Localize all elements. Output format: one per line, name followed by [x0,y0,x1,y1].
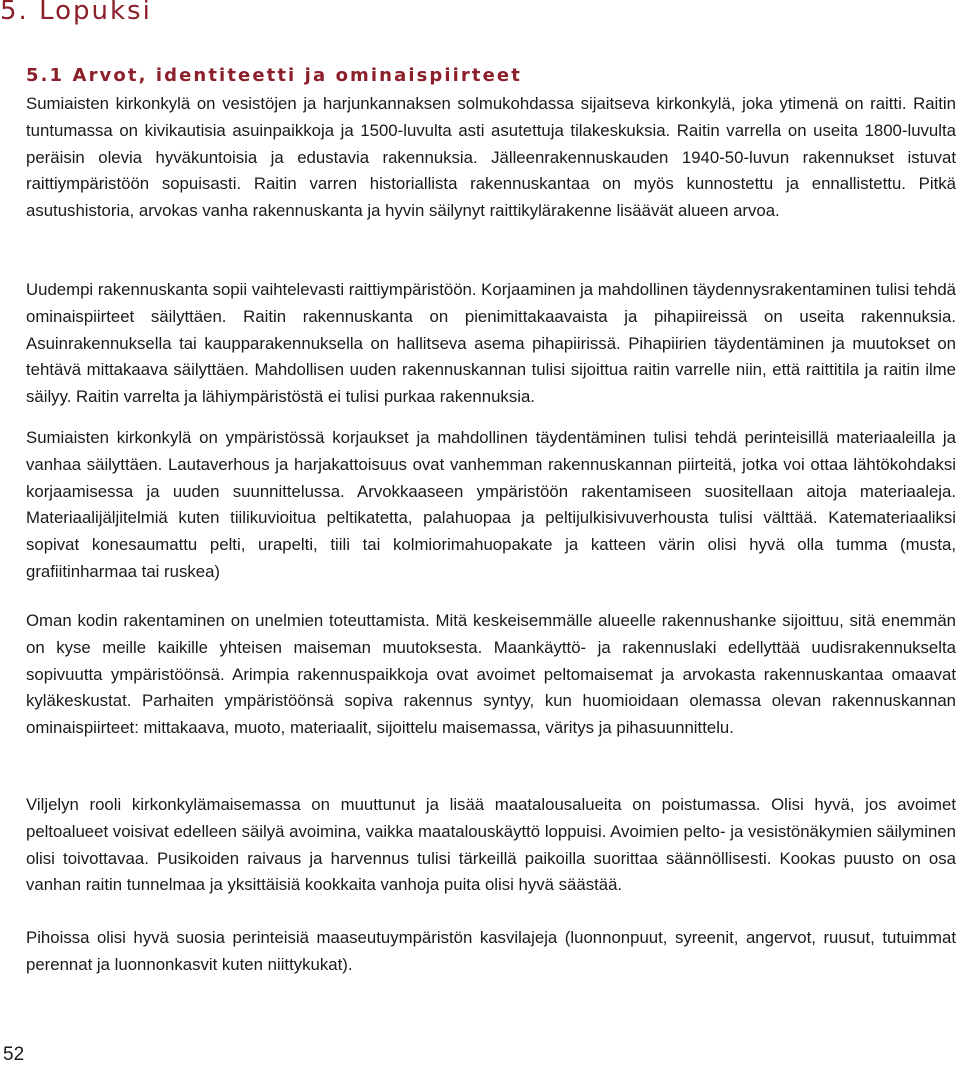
paragraph-4: Oman kodin rakentaminen on unelmien toteuttamista. Mitä keskeisemmälle alueelle rakennushanke sijoittuu, sitä enemmän on kyse meille kaikille yhteisen maiseman muutoksesta. Maankäyttö- ja rakennuslaki edellyttää uudisrakennukselta sopivuutta ympäristöönsä. Arimpia rakennuspaikkoja ovat avoimet peltomaisemat ja arvokasta rakennuskantaa omaavat kyläkeskustat. Parhaiten ympäristöönsä sopiva rakennus syntyy, kun huomioidaan olemassa olevan rakennuskannan ominaispiirteet: mittakaava, muoto, materiaalit, sijoittelu maisemassa, väritys ja pihasuunnittelu. [26,611,956,738]
chapter-heading: 5. Lopuksi [0,0,152,26]
section-heading: 5.1 Arvot, identiteetti ja ominaispiirteet [26,65,522,86]
page-number: 52 [3,1044,25,1065]
paragraph-3: Sumiaisten kirkonkylä on ympäristössä korjaukset ja mahdollinen täydentäminen tulisi tehdä perinteisillä materiaaleilla ja vanhaa säilyttäen. Lautaverhous ja harjakattoisuus ovat vanhemman rakennuskannan piirteitä, jotka voi ottaa lähtökohdaksi korjaamisessa ja uuden suunnittelussa. Arvokkaaseen ympäristöön rakentamiseen suositellaan aitoja materiaaleja. Materiaalijäljitelmiä kuten tiilikuvioitua peltikatetta, palahuopaa ja peltijulkisivuverhousta tulisi välttää. Katemateriaaliksi sopivat konesaumattu pelti, urapelti, tiili tai kolmiorimahuopakate ja katteen värin olisi hyvä olla tumma (musta, grafiitinharmaa tai ruskea) [26,428,956,581]
paragraph-1: Sumiaisten kirkonkylä on vesistöjen ja harjunkannaksen solmukohdassa sijaitseva kirkonkylä, joka ytimenä on raitti. Raitin tuntumassa on kivikautisia asuinpaikkoja ja 1500-luvulta asti asutettuja tilakeskuksia. Raitin varrella on useita 1800-luvulta peräisin olevia hyväkuntoisia ja edustavia rakennuksia. Jälleenrakennuskauden 1940-50-luvun rakennukset istuvat raittiympäristöön sopuisasti. Raitin varren historiallista rakennuskantaa on myös kunnostettu ja ennallistettu. Pitkä asutushistoria, arvokas vanha rakennuskanta ja hyvin säilynyt raittikylärakenne lisäävät alueen arvoa. [26,94,956,221]
paragraph-5: Viljelyn rooli kirkonkylämaisemassa on muuttunut ja lisää maatalousalueita on poistumassa. Olisi hyvä, jos avoimet peltoalueet voisivat edelleen säilyä avoimina, vaikka maatalouskäyttö loppuisi. Avoimien pelto- ja vesistönäkymien säilyminen olisi toivottavaa. Pusikoiden raivaus ja harvennus tulisi tärkeillä paikoilla suorittaa säännöllisesti. Kookas puusto on osa vanhan raitin tunnelmaa ja yksittäisiä kookkaita vanhoja puita olisi hyvä säästää. [26,795,956,895]
paragraph-2: Uudempi rakennuskanta sopii vaihtelevasti raittiympäristöön. Korjaaminen ja mahdollinen täydennysrakentaminen tulisi tehdä ominaispiirteet säilyttäen. Raitin rakennuskanta on pienimittakaavaista ja pihapiireissä on useita rakennuksia. Asuinrakennuksella tai kaupparakennuksella on hallitseva asema pihapiirissä. Pihapiirien täydentäminen ja muutokset on tehtävä mittakaava säilyttäen. Mahdollisen uuden rakennuskannan tulisi sijoittua raitin varrelle niin, että raittitila ja raitin ilme säilyy. Raitin varrelta ja lähiympäristöstä ei tulisi purkaa rakennuksia. [26,280,957,407]
paragraph-6: Pihoissa olisi hyvä suosia perinteisiä maaseutuympäristön kasvilajeja (luonnonpuut, syreenit, angervot, ruusut, tutuimmat perennat ja luonnonkasvit kuten niittykukat). [26,928,956,974]
